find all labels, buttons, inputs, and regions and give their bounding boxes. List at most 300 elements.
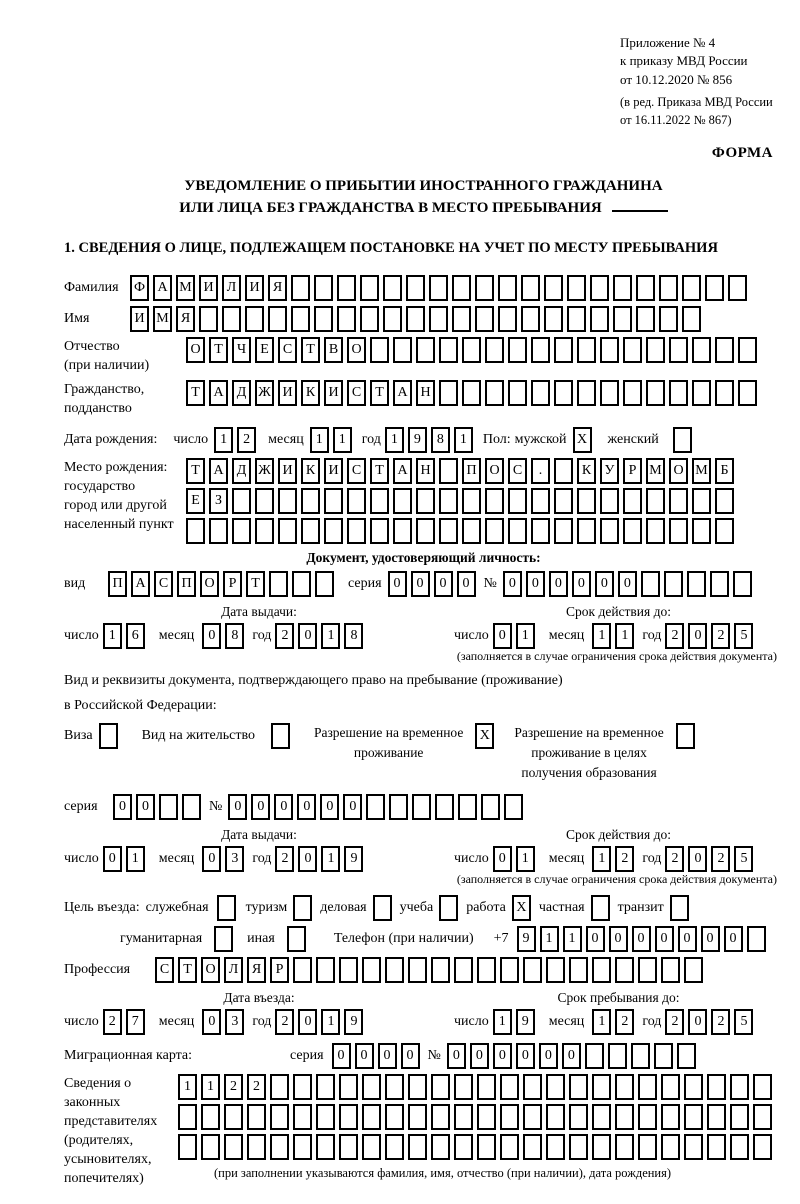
form-cell[interactable]: 0 — [701, 926, 720, 952]
form-cell[interactable]: 2 — [275, 1009, 294, 1035]
form-cell[interactable] — [370, 518, 389, 544]
form-cell[interactable]: 0 — [103, 846, 122, 872]
form-cell[interactable] — [178, 1104, 197, 1130]
form-cell[interactable] — [677, 1043, 696, 1069]
form-cell[interactable] — [224, 1134, 243, 1160]
form-cell[interactable] — [232, 488, 251, 514]
form-cell[interactable] — [301, 518, 320, 544]
form-cell[interactable] — [406, 275, 425, 301]
form-cell[interactable]: Б — [715, 458, 734, 484]
form-cell[interactable] — [439, 337, 458, 363]
form-cell[interactable] — [569, 1104, 588, 1130]
residence-permit-checkbox[interactable] — [271, 723, 290, 749]
form-cell[interactable] — [360, 275, 379, 301]
form-cell[interactable] — [715, 518, 734, 544]
form-cell[interactable]: 0 — [595, 571, 614, 597]
form-cell[interactable] — [613, 275, 632, 301]
form-cell[interactable]: У — [600, 458, 619, 484]
form-cell[interactable] — [247, 1134, 266, 1160]
form-cell[interactable] — [738, 337, 757, 363]
form-cell[interactable]: 0 — [526, 571, 545, 597]
form-cell[interactable] — [715, 337, 734, 363]
form-cell[interactable] — [412, 794, 431, 820]
form-cell[interactable] — [178, 1134, 197, 1160]
form-cell[interactable] — [416, 488, 435, 514]
form-cell[interactable]: 1 — [493, 1009, 512, 1035]
form-cell[interactable]: 2 — [711, 623, 730, 649]
form-cell[interactable]: А — [393, 458, 412, 484]
form-cell[interactable]: 6 — [126, 623, 145, 649]
form-cell[interactable] — [661, 957, 680, 983]
form-cell[interactable]: 2 — [665, 623, 684, 649]
form-cell[interactable]: 2 — [665, 846, 684, 872]
form-cell[interactable] — [462, 488, 481, 514]
form-cell[interactable] — [600, 488, 619, 514]
form-cell[interactable] — [684, 1134, 703, 1160]
form-cell[interactable]: 1 — [310, 427, 329, 453]
form-cell[interactable] — [255, 518, 274, 544]
form-cell[interactable]: 0 — [332, 1043, 351, 1069]
form-cell[interactable] — [567, 275, 586, 301]
form-cell[interactable]: 5 — [734, 1009, 753, 1035]
form-cell[interactable] — [715, 488, 734, 514]
form-cell[interactable]: Я — [247, 957, 266, 983]
form-cell[interactable] — [408, 957, 427, 983]
form-cell[interactable] — [475, 306, 494, 332]
form-cell[interactable]: 1 — [321, 623, 340, 649]
form-cell[interactable] — [623, 518, 642, 544]
form-cell[interactable] — [531, 380, 550, 406]
form-cell[interactable] — [638, 957, 657, 983]
form-cell[interactable] — [531, 488, 550, 514]
form-cell[interactable] — [232, 518, 251, 544]
form-cell[interactable] — [385, 1074, 404, 1100]
form-cell[interactable] — [577, 518, 596, 544]
form-cell[interactable]: 9 — [517, 926, 536, 952]
form-cell[interactable] — [669, 488, 688, 514]
purpose-work-checkbox[interactable]: X — [512, 895, 531, 921]
form-cell[interactable]: 8 — [225, 623, 244, 649]
form-cell[interactable]: 0 — [251, 794, 270, 820]
form-cell[interactable] — [439, 458, 458, 484]
form-cell[interactable] — [292, 571, 311, 597]
form-cell[interactable] — [707, 1134, 726, 1160]
form-cell[interactable]: В — [324, 337, 343, 363]
form-cell[interactable] — [592, 957, 611, 983]
form-cell[interactable] — [454, 1134, 473, 1160]
form-cell[interactable] — [521, 306, 540, 332]
form-cell[interactable] — [462, 518, 481, 544]
form-cell[interactable]: К — [301, 458, 320, 484]
form-cell[interactable] — [439, 380, 458, 406]
form-cell[interactable]: К — [577, 458, 596, 484]
form-cell[interactable] — [654, 1043, 673, 1069]
form-cell[interactable] — [659, 275, 678, 301]
form-cell[interactable] — [705, 275, 724, 301]
form-cell[interactable] — [270, 1104, 289, 1130]
form-cell[interactable] — [293, 1074, 312, 1100]
form-cell[interactable] — [684, 1104, 703, 1130]
form-cell[interactable] — [315, 571, 334, 597]
form-cell[interactable]: 0 — [655, 926, 674, 952]
form-cell[interactable]: И — [324, 380, 343, 406]
form-cell[interactable] — [408, 1104, 427, 1130]
form-cell[interactable] — [406, 306, 425, 332]
form-cell[interactable]: 1 — [563, 926, 582, 952]
form-cell[interactable] — [500, 1134, 519, 1160]
form-cell[interactable]: 0 — [297, 794, 316, 820]
form-cell[interactable]: Т — [209, 337, 228, 363]
form-cell[interactable] — [646, 380, 665, 406]
form-cell[interactable] — [508, 488, 527, 514]
form-cell[interactable]: 0 — [470, 1043, 489, 1069]
form-cell[interactable] — [462, 337, 481, 363]
form-cell[interactable]: 0 — [724, 926, 743, 952]
form-cell[interactable] — [577, 337, 596, 363]
purpose-business-checkbox[interactable] — [373, 895, 392, 921]
form-cell[interactable] — [201, 1134, 220, 1160]
form-cell[interactable] — [546, 1074, 565, 1100]
form-cell[interactable] — [715, 380, 734, 406]
form-cell[interactable] — [692, 380, 711, 406]
form-cell[interactable]: М — [153, 306, 172, 332]
form-cell[interactable]: 1 — [103, 623, 122, 649]
form-cell[interactable] — [500, 1074, 519, 1100]
form-cell[interactable] — [664, 571, 683, 597]
form-cell[interactable] — [684, 957, 703, 983]
form-cell[interactable] — [337, 275, 356, 301]
temp-residence-education-checkbox[interactable] — [676, 723, 695, 749]
form-cell[interactable]: 9 — [408, 427, 427, 453]
form-cell[interactable] — [439, 518, 458, 544]
form-cell[interactable] — [339, 1104, 358, 1130]
form-cell[interactable]: 0 — [202, 623, 221, 649]
form-cell[interactable] — [615, 1074, 634, 1100]
form-cell[interactable] — [316, 957, 335, 983]
form-cell[interactable]: 1 — [178, 1074, 197, 1100]
form-cell[interactable]: О — [200, 571, 219, 597]
form-cell[interactable] — [500, 957, 519, 983]
form-cell[interactable] — [347, 518, 366, 544]
form-cell[interactable] — [730, 1134, 749, 1160]
form-cell[interactable]: С — [154, 571, 173, 597]
form-cell[interactable]: 0 — [493, 846, 512, 872]
form-cell[interactable]: 0 — [298, 623, 317, 649]
form-cell[interactable] — [600, 518, 619, 544]
form-cell[interactable] — [669, 380, 688, 406]
form-cell[interactable] — [431, 957, 450, 983]
form-cell[interactable]: 0 — [136, 794, 155, 820]
form-cell[interactable] — [631, 1043, 650, 1069]
form-cell[interactable]: О — [669, 458, 688, 484]
form-cell[interactable]: 1 — [516, 846, 535, 872]
form-cell[interactable] — [730, 1104, 749, 1130]
form-cell[interactable] — [636, 306, 655, 332]
form-cell[interactable]: 0 — [493, 1043, 512, 1069]
form-cell[interactable] — [339, 1134, 358, 1160]
form-cell[interactable]: К — [301, 380, 320, 406]
form-cell[interactable] — [498, 306, 517, 332]
form-cell[interactable] — [385, 957, 404, 983]
form-cell[interactable]: 0 — [298, 846, 317, 872]
form-cell[interactable] — [316, 1134, 335, 1160]
form-cell[interactable] — [316, 1104, 335, 1130]
form-cell[interactable] — [416, 518, 435, 544]
form-cell[interactable]: 3 — [225, 1009, 244, 1035]
form-cell[interactable] — [669, 518, 688, 544]
form-cell[interactable]: 0 — [572, 571, 591, 597]
form-cell[interactable]: Е — [186, 488, 205, 514]
form-cell[interactable]: 0 — [388, 571, 407, 597]
form-cell[interactable]: 0 — [202, 846, 221, 872]
form-cell[interactable]: О — [485, 458, 504, 484]
form-cell[interactable] — [383, 306, 402, 332]
form-cell[interactable] — [753, 1074, 772, 1100]
form-cell[interactable] — [293, 957, 312, 983]
form-cell[interactable] — [385, 1134, 404, 1160]
form-cell[interactable] — [615, 1134, 634, 1160]
form-cell[interactable]: 2 — [665, 1009, 684, 1035]
form-cell[interactable] — [523, 1134, 542, 1160]
form-cell[interactable] — [362, 1074, 381, 1100]
form-cell[interactable] — [485, 488, 504, 514]
form-cell[interactable]: 2 — [275, 846, 294, 872]
form-cell[interactable] — [431, 1074, 450, 1100]
form-cell[interactable]: 5 — [734, 623, 753, 649]
form-cell[interactable] — [554, 488, 573, 514]
form-cell[interactable] — [269, 571, 288, 597]
form-cell[interactable] — [659, 306, 678, 332]
form-cell[interactable]: 1 — [516, 623, 535, 649]
form-cell[interactable] — [646, 488, 665, 514]
form-cell[interactable] — [278, 518, 297, 544]
form-cell[interactable] — [669, 337, 688, 363]
form-cell[interactable] — [389, 794, 408, 820]
form-cell[interactable] — [592, 1104, 611, 1130]
form-cell[interactable] — [366, 794, 385, 820]
form-cell[interactable]: Р — [623, 458, 642, 484]
form-cell[interactable] — [641, 571, 660, 597]
male-checkbox[interactable]: X — [573, 427, 592, 453]
form-cell[interactable]: Д — [232, 458, 251, 484]
form-cell[interactable]: 0 — [688, 1009, 707, 1035]
form-cell[interactable]: 1 — [321, 1009, 340, 1035]
form-cell[interactable]: 9 — [344, 846, 363, 872]
form-cell[interactable] — [523, 1104, 542, 1130]
form-cell[interactable]: А — [209, 380, 228, 406]
form-cell[interactable] — [592, 1134, 611, 1160]
form-cell[interactable]: С — [155, 957, 174, 983]
form-cell[interactable] — [362, 1104, 381, 1130]
form-cell[interactable]: И — [278, 380, 297, 406]
form-cell[interactable] — [431, 1104, 450, 1130]
form-cell[interactable]: 1 — [454, 427, 473, 453]
form-cell[interactable] — [661, 1074, 680, 1100]
form-cell[interactable] — [337, 306, 356, 332]
form-cell[interactable]: 0 — [378, 1043, 397, 1069]
form-cell[interactable] — [159, 794, 178, 820]
form-cell[interactable] — [475, 275, 494, 301]
form-cell[interactable]: И — [199, 275, 218, 301]
form-cell[interactable] — [247, 1104, 266, 1130]
form-cell[interactable]: И — [278, 458, 297, 484]
form-cell[interactable] — [408, 1074, 427, 1100]
form-cell[interactable]: 0 — [202, 1009, 221, 1035]
form-cell[interactable] — [567, 306, 586, 332]
form-cell[interactable]: Ж — [255, 458, 274, 484]
form-cell[interactable] — [370, 337, 389, 363]
form-cell[interactable] — [201, 1104, 220, 1130]
form-cell[interactable] — [577, 488, 596, 514]
form-cell[interactable]: С — [508, 458, 527, 484]
form-cell[interactable] — [339, 957, 358, 983]
form-cell[interactable]: П — [108, 571, 127, 597]
form-cell[interactable]: 2 — [103, 1009, 122, 1035]
form-cell[interactable] — [293, 1104, 312, 1130]
form-cell[interactable] — [577, 380, 596, 406]
form-cell[interactable] — [592, 1074, 611, 1100]
form-cell[interactable]: 2 — [237, 427, 256, 453]
form-cell[interactable] — [646, 337, 665, 363]
form-cell[interactable]: Т — [301, 337, 320, 363]
form-cell[interactable]: 0 — [539, 1043, 558, 1069]
form-cell[interactable] — [393, 337, 412, 363]
form-cell[interactable] — [481, 794, 500, 820]
form-cell[interactable] — [600, 337, 619, 363]
form-cell[interactable] — [454, 1074, 473, 1100]
form-cell[interactable]: П — [462, 458, 481, 484]
form-cell[interactable] — [544, 275, 563, 301]
purpose-other-checkbox[interactable] — [287, 926, 306, 952]
form-cell[interactable] — [682, 306, 701, 332]
form-cell[interactable] — [324, 518, 343, 544]
form-cell[interactable]: 0 — [586, 926, 605, 952]
form-cell[interactable] — [710, 571, 729, 597]
form-cell[interactable]: Я — [176, 306, 195, 332]
form-cell[interactable] — [692, 488, 711, 514]
form-cell[interactable]: 2 — [615, 846, 634, 872]
form-cell[interactable] — [385, 1104, 404, 1130]
form-cell[interactable] — [429, 306, 448, 332]
form-cell[interactable]: 2 — [224, 1074, 243, 1100]
form-cell[interactable] — [707, 1104, 726, 1130]
form-cell[interactable] — [452, 306, 471, 332]
form-cell[interactable] — [462, 380, 481, 406]
form-cell[interactable] — [608, 1043, 627, 1069]
form-cell[interactable] — [199, 306, 218, 332]
form-cell[interactable] — [730, 1074, 749, 1100]
form-cell[interactable]: 2 — [247, 1074, 266, 1100]
form-cell[interactable]: 0 — [457, 571, 476, 597]
form-cell[interactable] — [638, 1134, 657, 1160]
form-cell[interactable]: 0 — [678, 926, 697, 952]
form-cell[interactable] — [393, 518, 412, 544]
form-cell[interactable]: 9 — [344, 1009, 363, 1035]
form-cell[interactable]: Т — [186, 458, 205, 484]
form-cell[interactable] — [347, 488, 366, 514]
form-cell[interactable] — [613, 306, 632, 332]
form-cell[interactable] — [452, 275, 471, 301]
form-cell[interactable]: 0 — [228, 794, 247, 820]
purpose-private-checkbox[interactable] — [591, 895, 610, 921]
form-cell[interactable]: 0 — [516, 1043, 535, 1069]
form-cell[interactable]: Т — [370, 380, 389, 406]
form-cell[interactable]: 0 — [298, 1009, 317, 1035]
form-cell[interactable]: 2 — [711, 846, 730, 872]
form-cell[interactable] — [477, 1134, 496, 1160]
purpose-tourism-checkbox[interactable] — [293, 895, 312, 921]
form-cell[interactable]: О — [186, 337, 205, 363]
form-cell[interactable] — [270, 1134, 289, 1160]
form-cell[interactable]: 0 — [274, 794, 293, 820]
form-cell[interactable] — [661, 1104, 680, 1130]
form-cell[interactable] — [753, 1134, 772, 1160]
form-cell[interactable] — [291, 275, 310, 301]
form-cell[interactable]: . — [531, 458, 550, 484]
form-cell[interactable] — [531, 518, 550, 544]
form-cell[interactable]: Л — [224, 957, 243, 983]
form-cell[interactable] — [477, 1074, 496, 1100]
form-cell[interactable] — [504, 794, 523, 820]
form-cell[interactable] — [435, 794, 454, 820]
form-cell[interactable] — [314, 306, 333, 332]
form-cell[interactable] — [186, 518, 205, 544]
form-cell[interactable] — [615, 957, 634, 983]
form-cell[interactable] — [439, 488, 458, 514]
form-cell[interactable]: С — [347, 380, 366, 406]
form-cell[interactable] — [316, 1074, 335, 1100]
form-cell[interactable] — [554, 458, 573, 484]
form-cell[interactable]: 1 — [126, 846, 145, 872]
form-cell[interactable] — [544, 306, 563, 332]
form-cell[interactable] — [362, 1134, 381, 1160]
form-cell[interactable]: 0 — [632, 926, 651, 952]
form-cell[interactable] — [738, 380, 757, 406]
form-cell[interactable]: 0 — [688, 623, 707, 649]
form-cell[interactable]: 1 — [385, 427, 404, 453]
form-cell[interactable] — [324, 488, 343, 514]
form-cell[interactable]: 1 — [333, 427, 352, 453]
form-cell[interactable]: 7 — [126, 1009, 145, 1035]
form-cell[interactable] — [454, 1104, 473, 1130]
form-cell[interactable] — [636, 275, 655, 301]
form-cell[interactable]: 0 — [113, 794, 132, 820]
form-cell[interactable]: О — [201, 957, 220, 983]
form-cell[interactable]: З — [209, 488, 228, 514]
form-cell[interactable]: 0 — [493, 623, 512, 649]
form-cell[interactable]: Ж — [255, 380, 274, 406]
form-cell[interactable] — [590, 306, 609, 332]
form-cell[interactable]: 0 — [609, 926, 628, 952]
form-cell[interactable] — [508, 518, 527, 544]
form-cell[interactable] — [521, 275, 540, 301]
form-cell[interactable] — [393, 488, 412, 514]
form-cell[interactable] — [408, 1134, 427, 1160]
form-cell[interactable] — [692, 518, 711, 544]
form-cell[interactable] — [733, 571, 752, 597]
form-cell[interactable] — [209, 518, 228, 544]
form-cell[interactable]: Т — [246, 571, 265, 597]
form-cell[interactable]: Е — [255, 337, 274, 363]
form-cell[interactable] — [255, 488, 274, 514]
form-cell[interactable] — [429, 275, 448, 301]
form-cell[interactable] — [339, 1074, 358, 1100]
form-cell[interactable]: 2 — [615, 1009, 634, 1035]
form-cell[interactable]: 0 — [618, 571, 637, 597]
form-cell[interactable] — [531, 337, 550, 363]
form-cell[interactable] — [293, 1134, 312, 1160]
form-cell[interactable]: 1 — [321, 846, 340, 872]
